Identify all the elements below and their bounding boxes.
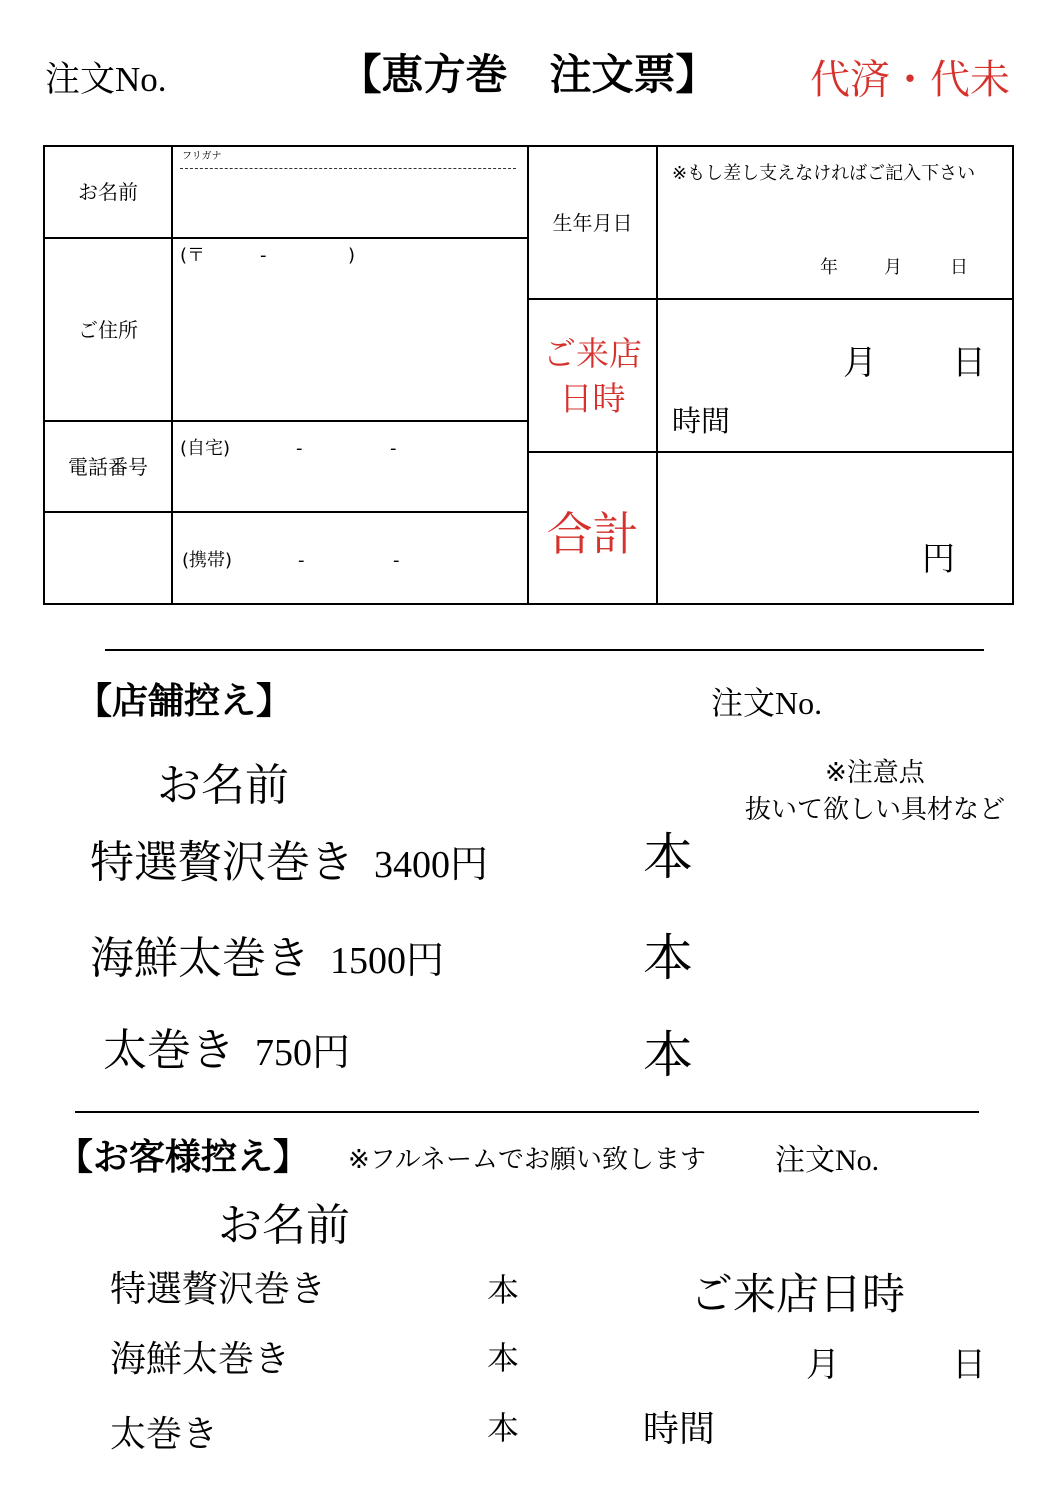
mobile-phone-dash-1: - (298, 550, 305, 571)
visit-label-cell (529, 300, 658, 453)
customer-visit-day: 日 (952, 1345, 986, 1385)
mobile-phone-type: (携帯) (182, 550, 233, 571)
store-item-price: 750円 (255, 1032, 351, 1074)
birthday-label-cell (529, 147, 658, 300)
home-phone-dash-1: - (296, 438, 303, 459)
visit-label-line-1: ご来店 (543, 333, 642, 373)
customer-order-number-label: 注文No. (775, 1144, 880, 1177)
section-divider (105, 649, 984, 651)
customer-item-unit: 本 (487, 1271, 520, 1309)
store-item-unit: 本 (643, 1026, 693, 1084)
customer-name-label: お名前 (218, 1200, 350, 1251)
customer-visit-month: 月 (806, 1345, 840, 1385)
form-title: 【恵方巻 注文票】 (339, 50, 718, 99)
birthday-note: ※もし差し支えなければご記入下さい (672, 163, 976, 184)
home-phone-type: (自宅) (180, 438, 231, 459)
address-label-cell (45, 239, 173, 422)
store-copy-heading: 【店舗控え】 (76, 681, 293, 722)
birthday-year: 年 (820, 257, 838, 278)
customer-item-unit: 本 (487, 1339, 520, 1377)
store-note-title: ※注意点 (825, 758, 925, 788)
birthday-field (658, 147, 1014, 300)
order-number-label: 注文No. (45, 60, 167, 99)
customer-copy-heading: 【お客様控え】 (57, 1137, 310, 1178)
store-item-name: 特選贅沢巻き (90, 837, 354, 888)
section-divider (75, 1111, 979, 1113)
visit-label-line-2: 日時 (559, 378, 626, 418)
postal-close: ) (348, 245, 356, 266)
birthday-day: 日 (950, 257, 968, 278)
name-label: お名前 (78, 180, 138, 204)
mobile-phone-dash-2: - (393, 550, 400, 571)
store-item-row (90, 837, 489, 888)
name-field (173, 147, 529, 239)
furigana-label: フリガナ (182, 151, 222, 162)
postal-dash: - (260, 245, 267, 266)
total-label-cell (529, 453, 658, 605)
store-item-unit: 本 (643, 929, 693, 987)
home-phone-field (173, 422, 529, 513)
store-item-row (103, 1025, 351, 1076)
store-note-body: 抜いて欲しい具材など (745, 795, 1006, 825)
furigana-divider (180, 168, 516, 169)
total-currency: 円 (922, 539, 955, 578)
store-item-price: 1500円 (330, 940, 445, 982)
visit-datetime-field (658, 300, 1014, 453)
store-item-name: 海鮮太巻き (90, 933, 310, 984)
customer-item-name: 太巻き (110, 1414, 219, 1455)
visit-day: 日 (952, 343, 986, 383)
home-phone-dash-2: - (390, 438, 397, 459)
phone-label-cell (45, 422, 173, 513)
birthday-month: 月 (884, 257, 902, 278)
mobile-phone-field (173, 513, 529, 605)
visit-month: 月 (843, 343, 877, 383)
address-label: ご住所 (78, 317, 138, 342)
address-field (173, 239, 529, 422)
store-item-unit: 本 (643, 828, 693, 886)
payment-status: 代済・代未 (810, 57, 1010, 103)
birthday-label: 生年月日 (552, 210, 633, 235)
fullname-note: ※フルネームでお願い致します (348, 1145, 706, 1175)
name-label-cell (45, 147, 173, 239)
customer-item-name: 海鮮太巻き (110, 1339, 291, 1380)
customer-item-unit: 本 (487, 1409, 520, 1447)
total-label: 合計 (546, 507, 639, 561)
customer-item-name: 特選贅沢巻き (110, 1269, 327, 1310)
total-field (658, 453, 1014, 605)
store-item-row (90, 933, 445, 984)
customer-visit-label: ご来店日時 (690, 1270, 905, 1320)
store-item-name: 太巻き (103, 1025, 235, 1076)
phone-label: 電話番号 (68, 454, 148, 479)
customer-visit-time: 時間 (643, 1409, 716, 1450)
store-name-label: お名前 (157, 760, 289, 811)
store-order-number-label: 注文No. (711, 685, 823, 721)
mobile-label-cell (45, 513, 173, 605)
postal-open: (〒 (180, 245, 206, 266)
order-table (43, 145, 1014, 605)
visit-time: 時間 (672, 404, 731, 438)
store-item-price: 3400円 (374, 844, 489, 886)
